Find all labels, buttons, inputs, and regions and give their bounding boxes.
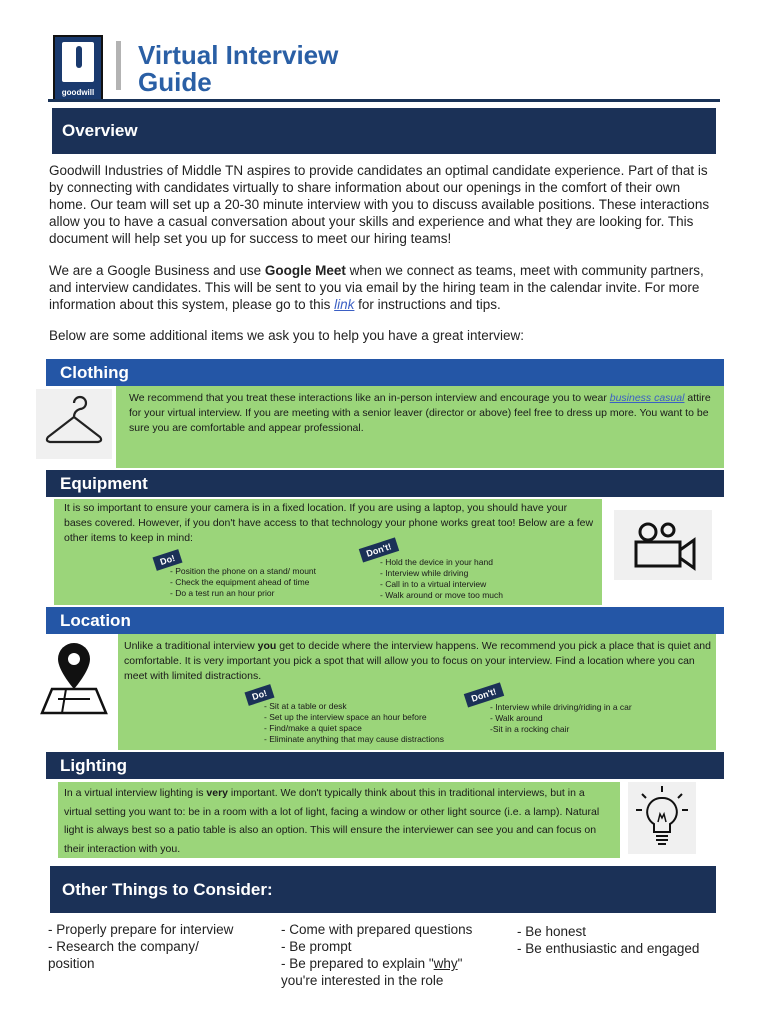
list-item: - Properly prepare for interview	[48, 922, 234, 937]
list-item: - Come with prepared questions	[281, 922, 473, 937]
list-item: - Set up the interview space an hour before	[264, 712, 427, 722]
list-item: - Sit at a table or desk	[264, 701, 347, 711]
equipment-heading: Equipment	[46, 470, 724, 497]
list-item: - Walk around or move too much	[380, 590, 503, 600]
title-divider	[116, 41, 121, 90]
lighting-icon-box	[628, 782, 696, 854]
list-item: - Position the phone on a stand/ mount	[170, 566, 317, 576]
location-do-list	[264, 701, 474, 745]
title-line-2: Guide	[138, 67, 212, 97]
clothing-heading: Clothing	[46, 359, 724, 386]
other-column-1	[48, 921, 276, 972]
overview-heading: Overview	[52, 108, 716, 154]
video-camera-icon	[614, 510, 712, 580]
lighting-panel	[58, 782, 620, 858]
business-casual-link[interactable]: business casual	[609, 392, 685, 404]
list-item: position	[48, 956, 95, 971]
page-title	[138, 42, 438, 96]
list-item: - Be prepared to explain "why"	[281, 956, 463, 971]
meet-info-link[interactable]: link	[334, 297, 355, 312]
equipment-dont-tag: Don't!	[359, 538, 399, 563]
list-item: - Call in to a virtual interview	[380, 579, 487, 589]
list-item: - Hold the device in your hand	[380, 557, 493, 567]
location-panel	[118, 634, 716, 750]
list-item: - Be prompt	[281, 939, 352, 954]
equipment-text: It is so important to ensure your camera is in a fixed location. If you are using a laptop, you should have your bases covered. However, if you don't have access to that technology your phone works great too! Below are a few other items to keep in mind:	[64, 502, 594, 544]
list-item: - Eliminate anything that may cause distractions	[264, 734, 445, 744]
clothing-panel	[116, 386, 724, 468]
location-dont-tag: Don't!	[464, 683, 504, 708]
logo-wordmark: goodwill	[61, 88, 95, 97]
location-text: Unlike a traditional interview you get to decide where the interview happens. We recommend you pick a place that is quiet and comfortable. It is very important you pick a spot that will allow you to focus on your interview. Find a location where you can meet with limited distractions.	[124, 640, 711, 682]
list-item: - Find/make a quiet space	[264, 723, 362, 733]
goodwill-logo	[53, 35, 103, 101]
overview-paragraph-2: We are a Google Business and use Google Meet when we connect as teams, meet with community partners, and interview candidates. This will be sent to you via email by the hiring team in the calendar invite. For more information about this system, please go to this link for instructions and tips.	[49, 263, 704, 312]
equipment-do-tag: Do!	[152, 549, 182, 571]
hanger-icon	[36, 389, 112, 459]
other-column-2	[281, 921, 505, 989]
list-item: -Sit in a rocking chair	[490, 724, 570, 734]
equipment-icon-box	[614, 510, 712, 580]
equipment-dont-list	[380, 557, 580, 601]
equipment-do-list	[170, 566, 360, 599]
location-do-tag: Do!	[244, 684, 274, 706]
location-heading: Location	[46, 607, 724, 634]
list-item: - Do a test run an hour prior	[170, 588, 275, 598]
why-emphasis: why	[433, 956, 458, 971]
clothing-icon-box	[36, 389, 112, 459]
equipment-panel	[54, 499, 602, 605]
goodwill-g-icon	[62, 42, 94, 82]
clothing-text: We recommend that you treat these interactions like an in-person interview and encourage you to wear business casual attire for your virtual interview. If you are meeting with a senior leaver (director or above) feel free to dress up more. You want to be sure you are comfortable and appear professional.	[129, 392, 711, 434]
location-icon-box	[36, 639, 112, 717]
light-bulb-icon	[628, 782, 696, 854]
list-item: - Be honest	[517, 924, 587, 939]
header-rule	[48, 99, 720, 102]
lighting-heading: Lighting	[46, 752, 724, 779]
list-item: - Walk around	[490, 713, 543, 723]
location-dont-list	[490, 702, 700, 735]
lighting-text: In a virtual interview lighting is very important. We don't typically think about this in traditional interviews, but in a virtual setting you want to: be in a room with a lot of light, facing a window or other light source (i.e. a lamp). Natural light is always best so a patio table is also an option. This will ensure the interviewer can see you and can focus on their interaction with you.	[64, 787, 600, 855]
map-pin-icon	[36, 639, 112, 717]
list-item: - Interview while driving	[380, 568, 469, 578]
other-column-3	[517, 923, 757, 957]
list-item: you're interested in the role	[281, 973, 444, 988]
other-heading: Other Things to Consider:	[50, 866, 716, 913]
list-item: - Check the equipment ahead of time	[170, 577, 310, 587]
overview-paragraph-3: Below are some additional items we ask you to help you have a great interview:	[49, 328, 525, 343]
list-item: - Be enthusiastic and engaged	[517, 941, 700, 956]
title-line-1: Virtual Interview	[138, 40, 339, 70]
list-item: - Research the company/	[48, 939, 199, 954]
list-item: - Interview while driving/riding in a car	[490, 702, 632, 712]
overview-paragraph-1: Goodwill Industries of Middle TN aspires to provide candidates an optimal candidate experience. Part of that is by connecting with candidates virtually to share information about our openings in the comfort of their own home. Our team will set up a 20-30 minute interview with you to discuss available positions. These interactions allow you to have a casual conversation about your skills and experience and what they are looking for. This document will help set you up for success to meet our hiring teams!	[49, 163, 710, 246]
